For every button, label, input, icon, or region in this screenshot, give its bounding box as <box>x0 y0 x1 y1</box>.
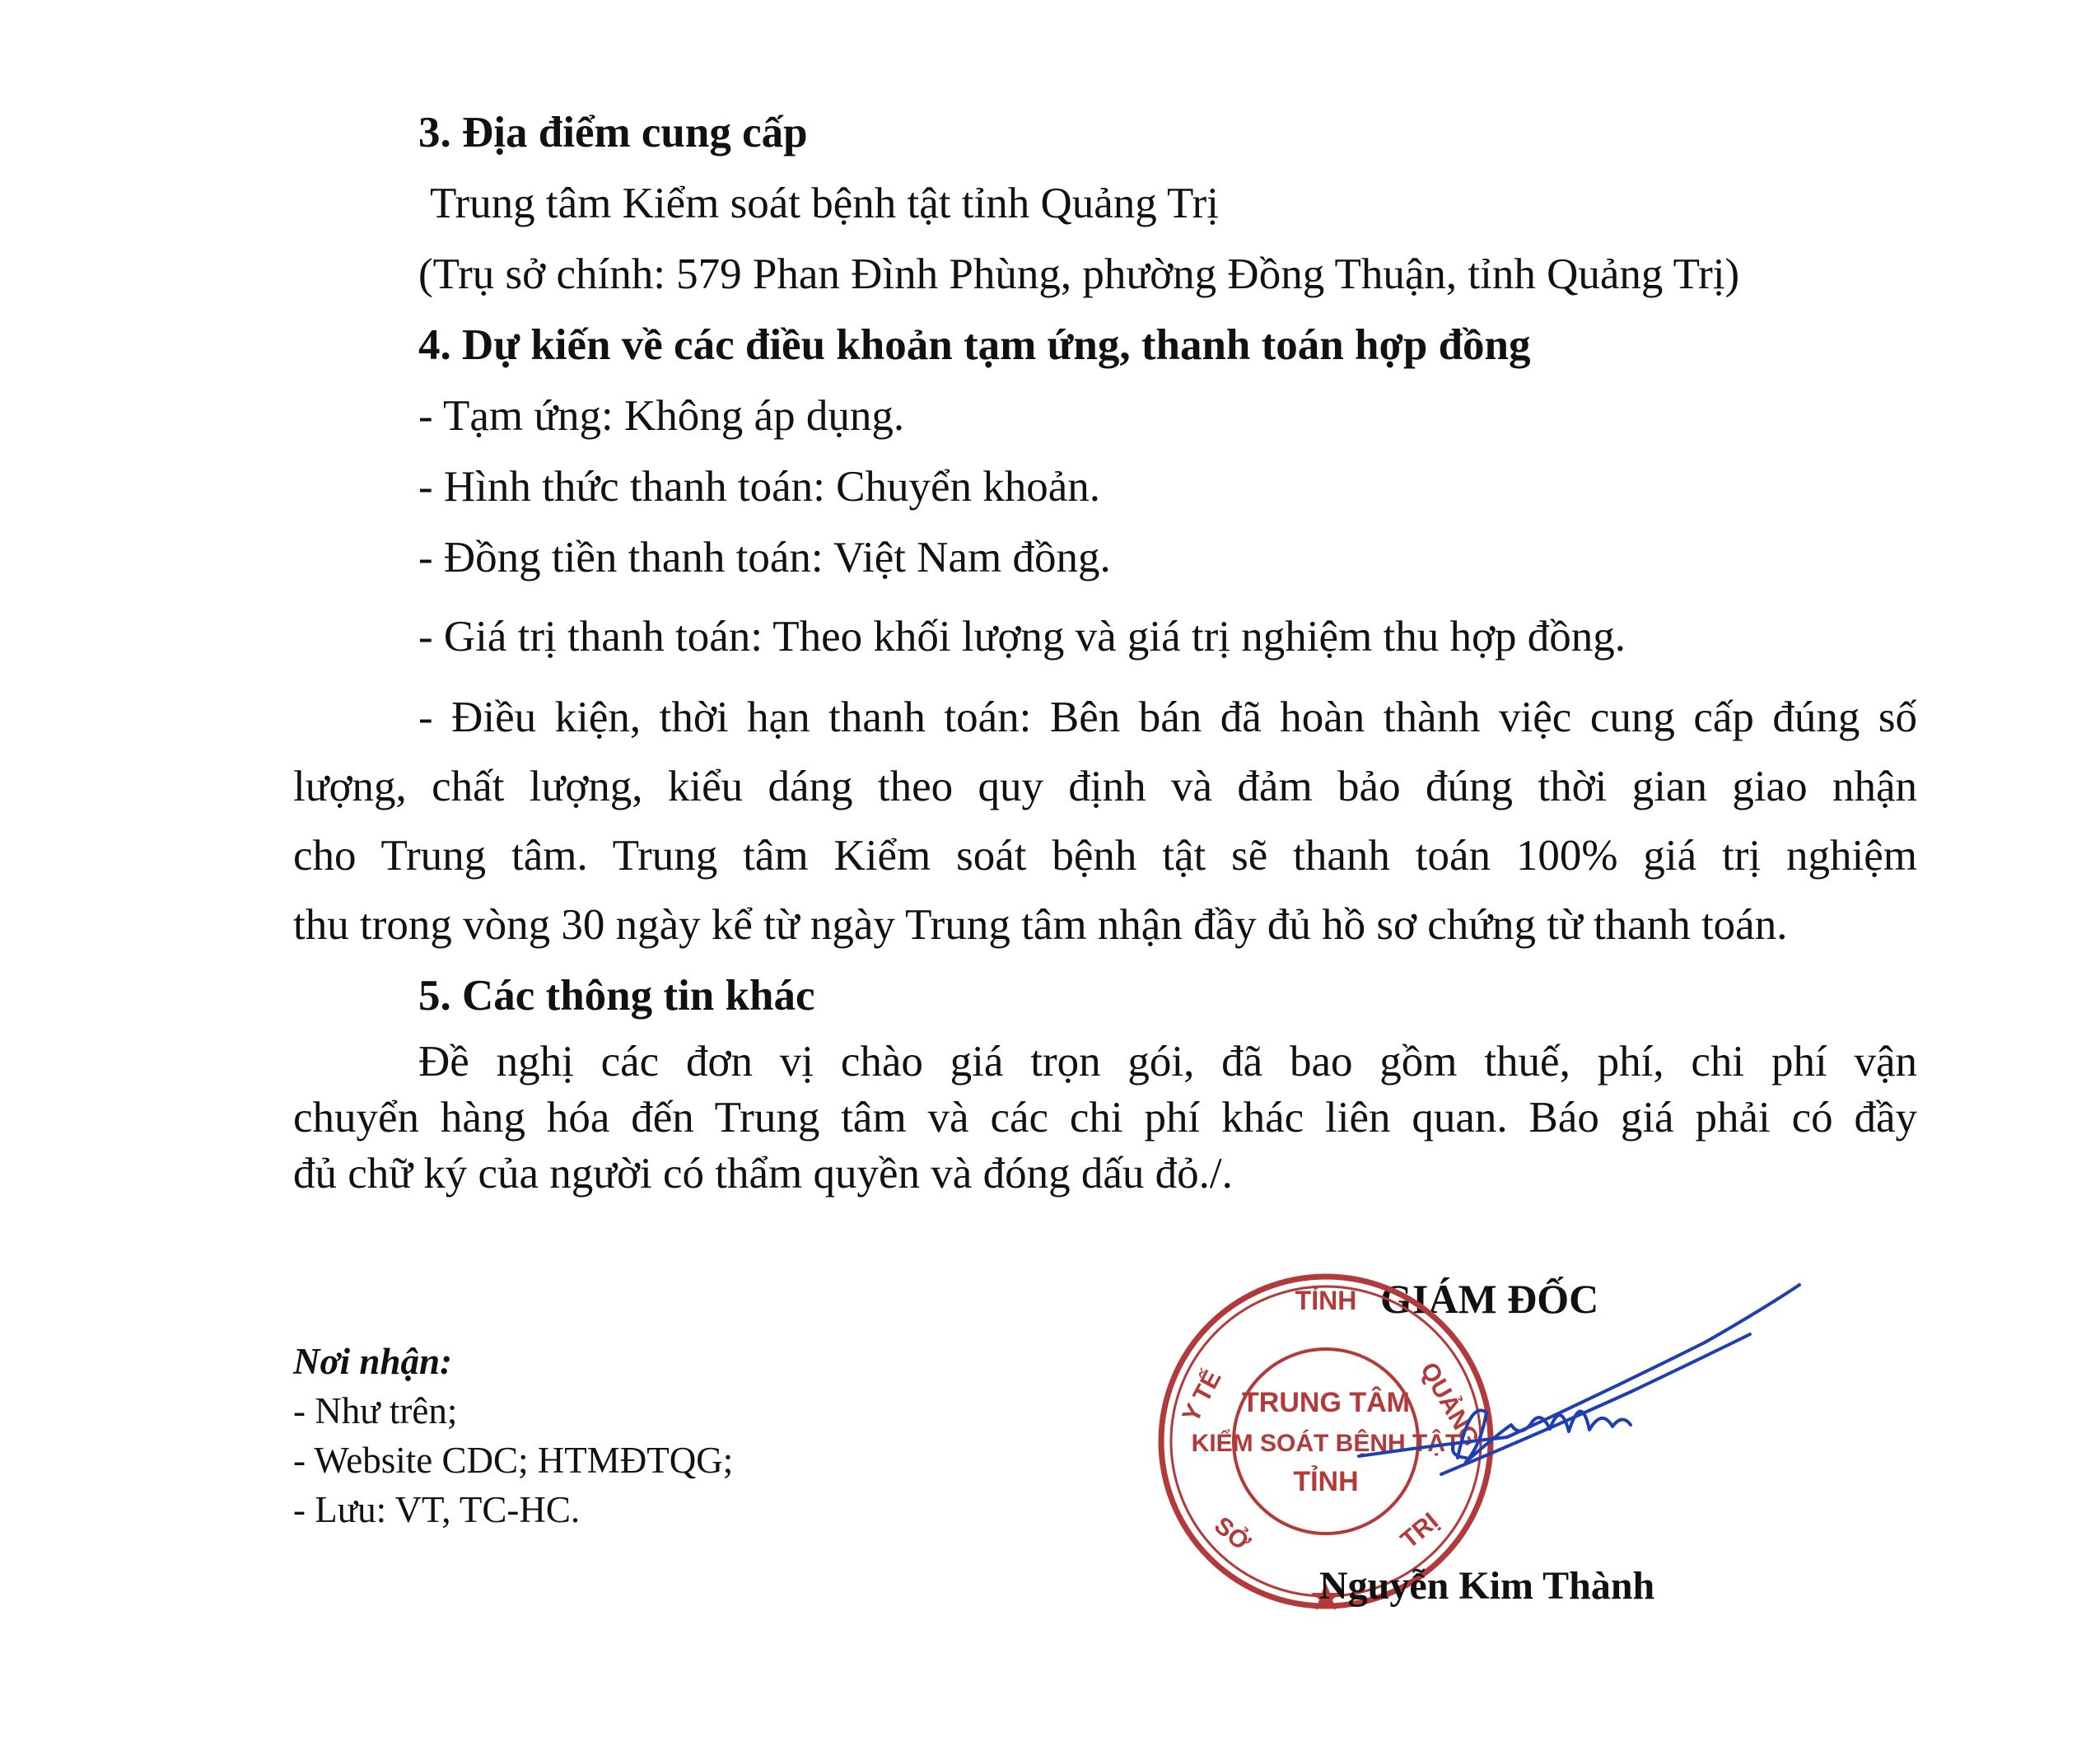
delivery-location: Trung tâm Kiểm soát bệnh tật tỉnh Quảng Trị <box>430 180 1219 227</box>
delivery-address: (Trụ sở chính: 579 Phan Đình Phùng, phường Đồng Thuận, tỉnh Quảng Trị) <box>418 250 1740 298</box>
signature-ink-icon <box>1334 1268 1820 1507</box>
bullet-payment-value: - Giá trị thanh toán: Theo khối lượng và giá trị nghiệm thu hợp đồng. <box>418 613 1626 661</box>
other-info-line-2: chuyển hàng hóa đến Trung tâm và các chi phí khác liên quan. Báo giá phải có đầy <box>293 1094 1917 1142</box>
stamp-ring-right: QUẢNG <box>1415 1357 1485 1451</box>
bullet-payment-method: - Hình thức thanh toán: Chuyển khoản. <box>418 463 1100 511</box>
conditions-line-1: - Điều kiện, thời hạn thanh toán: Bên bán đã hoàn thành việc cung cấp đúng số <box>418 693 1917 741</box>
stamp-center-line-2: KIỂM SOÁT BỆNH TẬT <box>1191 1430 1461 1457</box>
stamp-ring-left: Y TẾ <box>1177 1366 1227 1427</box>
recipient-item: - Website CDC; HTMĐTQG; <box>293 1440 734 1481</box>
signer-name: Nguyễn Kim Thành <box>1319 1564 1655 1608</box>
conditions-line-4: thu trong vòng 30 ngày kể từ ngày Trung tâm nhận đầy đủ hồ sơ chứng từ thanh toán. <box>293 901 1788 949</box>
other-info-line-3: đủ chữ ký của người có thẩm quyền và đóng dấu đỏ./. <box>293 1150 1233 1198</box>
recipient-item: - Như trên; <box>293 1390 458 1431</box>
signer-title: GIÁM ĐỐC <box>1380 1276 1599 1322</box>
other-info-line-1: Đề nghị các đơn vị chào giá trọn gói, đã bao gồm thuế, phí, chi phí vận <box>418 1038 1917 1086</box>
stamp-ring-top: TỈNH <box>1295 1286 1357 1315</box>
conditions-line-2: lượng, chất lượng, kiểu dáng theo quy định và đảm bảo đúng thời gian giao nhận <box>293 763 1917 810</box>
conditions-line-3: cho Trung tâm. Trung tâm Kiểm soát bệnh tật sẽ thanh toán 100% giá trị nghiệm <box>293 832 1917 880</box>
stamp-ring-bottom-left: SỞ <box>1209 1511 1256 1557</box>
stamp-center-line-1: TRUNG TÂM <box>1242 1387 1410 1418</box>
section-4-heading: 4. Dự kiến về các điều khoản tạm ứng, thanh toán hợp đồng <box>418 321 1531 369</box>
bullet-currency: - Đồng tiền thanh toán: Việt Nam đồng. <box>418 534 1111 581</box>
bullet-advance: - Tạm ứng: Không áp dụng. <box>418 392 905 440</box>
recipients-title: Nơi nhận: <box>293 1341 452 1382</box>
stamp-ring-bottom-right: TRỊ <box>1395 1507 1444 1554</box>
stamp-center-line-3: TỈNH <box>1293 1466 1359 1497</box>
recipient-item: - Lưu: VT, TC-HC. <box>293 1489 581 1530</box>
section-3-heading: 3. Địa điểm cung cấp <box>418 109 808 156</box>
section-5-heading: 5. Các thông tin khác <box>418 972 815 1020</box>
handwritten-signature <box>1334 1268 1820 1507</box>
